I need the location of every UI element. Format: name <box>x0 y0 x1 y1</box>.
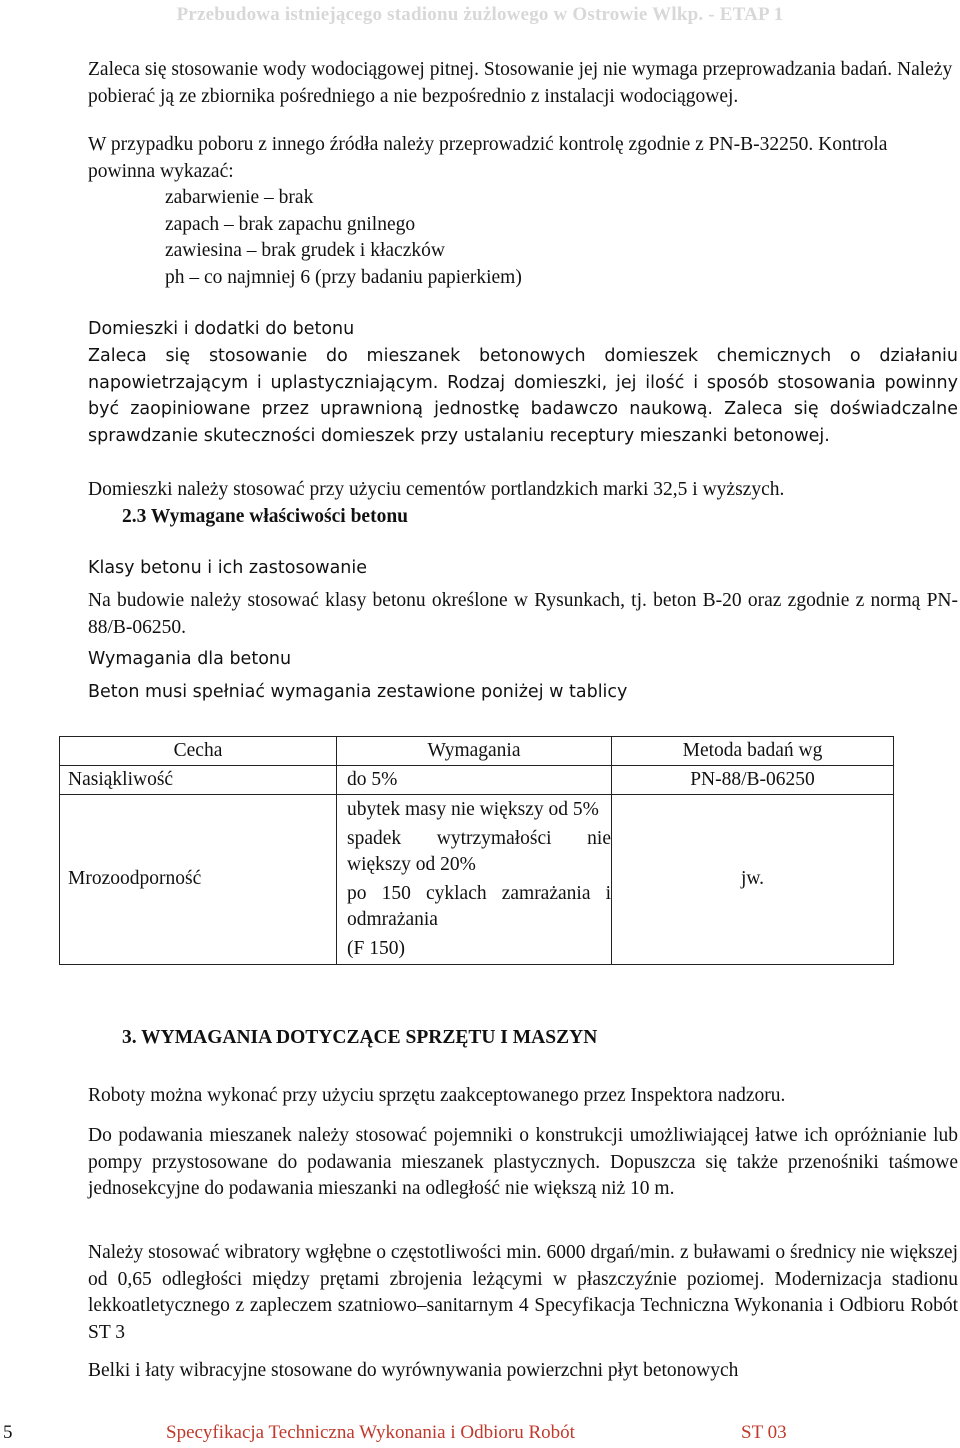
table-row <box>60 766 894 795</box>
page-number: 5 <box>3 1422 13 1443</box>
table-header-row <box>60 737 894 766</box>
footer-code: ST 03 <box>741 1422 787 1443</box>
header-feature: Cecha <box>60 737 337 766</box>
water-control-block <box>88 132 958 291</box>
concrete-classes-body: Na budowie należy stosować klasy betonu określone w Rysunkach, tj. beton B-20 oraz zgodnie z normą PN-88/B-06250. <box>88 590 958 638</box>
water-item-ph: ph – co najmniej 6 (przy badaniu papierkiem) <box>165 266 522 288</box>
cell-absorbency: Nasiąkliwość <box>60 766 337 795</box>
section-3-heading: 3. WYMAGANIA DOTYCZĄCE SPRZĘTU I MASZYN <box>122 1027 598 1048</box>
admixtures-body: Zaleca się stosowanie do mieszanek betonowych domieszek chemicznych o działaniu napowietrzającym i uplastyczniającym. Rodzaj domieszki, jej ilość i sposób stosowania powinny być zaopiniowane przez uprawnioną jednostkę badawczo naukową. Zaleca się doświadczalne sprawdzanie skuteczności domieszek przy ustalaniu receptury mieszanki betonowej. <box>88 346 958 446</box>
equipment-paragraph-2: Do podawania mieszanek należy stosować pojemniki o konstrukcji umożliwiającej łatwe ich opróżnianie lub pompy przystosowane do podawania mieszanek plastycznych. Dopuszcza się także przenośniki taśmowe jednosekcyjne do podawania mieszanki na odległość nie większą niż 10 m. <box>88 1125 958 1199</box>
table-row <box>60 795 894 965</box>
equipment-paragraph-3: Należy stosować wibratory wgłębne o częstotliwości min. 6000 drgań/min. z buławami o średnicy nie większej od 0,65 odległości między prętami zbrojenia leżącymi w płaszczyźnie poziomej. Modernizacja stadionu lekkoatletycznego z zapleczem szatniowo–sanitarnym 4 Specyfikacja Techniczna Wykonania i Odbioru Robót ST 3 <box>88 1242 958 1343</box>
admixtures-note: Domieszki należy stosować przy użyciu cementów portlandzkich marki 32,5 i wyższych. <box>88 479 785 500</box>
cell-frost-method: jw. <box>612 795 894 965</box>
frost-req-cycles: po 150 cyklach zamrażania i odmrażania <box>347 882 611 930</box>
requirements-table <box>59 736 894 965</box>
concrete-req-title: Wymagania dla betonu <box>88 649 292 669</box>
header-method: Metoda badań wg <box>612 737 894 766</box>
frost-req-class: (F 150) <box>347 937 405 959</box>
cell-absorbency-method: PN-88/B-06250 <box>612 766 894 795</box>
cell-absorbency-req: do 5% <box>337 766 612 795</box>
water-item-color: zabarwienie – brak <box>165 187 314 208</box>
water-item-suspension: zawiesina – brak grudek i kłaczków <box>165 240 445 261</box>
section-2-3-heading: 2.3 Wymagane właściwości betonu <box>122 506 409 527</box>
equipment-paragraph-1: Roboty można wykonać przy użyciu sprzętu zaakceptowanego przez Inspektora nadzoru. <box>88 1085 786 1106</box>
header-requirements: Wymagania <box>337 737 612 766</box>
water-paragraph-1: Zaleca się stosowanie wody wodociągowej pitnej. Stosowanie jej nie wymaga przeprowadzania badań. Należy pobierać ją ze zbiornika pośredniego a nie bezpośrednio z instalacji wodociągowej. <box>88 59 953 107</box>
footer-title: Specyfikacja Techniczna Wykonania i Odbioru Robót <box>166 1422 575 1443</box>
water-paragraph-2: W przypadku poboru z innego źródła należy przeprowadzić kontrolę zgodnie z PN-B-32250. Kontrola powinna wykazać: <box>88 134 888 182</box>
running-header: Przebudowa istniejącego stadionu żużlowego w Ostrowie Wlkp. - ETAP 1 <box>176 4 784 25</box>
equipment-paragraph-4: Belki i łaty wibracyjne stosowane do wyrównywania powierzchni płyt betonowych <box>88 1360 739 1381</box>
cell-frost: Mrozoodporność <box>60 795 337 965</box>
concrete-req-body: Beton musi spełniać wymagania zestawione poniżej w tablicy <box>88 682 628 702</box>
frost-req-strength: spadek wytrzymałości nie większy od 20% <box>347 827 611 875</box>
cell-frost-reqs <box>337 795 612 965</box>
concrete-classes-title: Klasy betonu i ich zastosowanie <box>88 558 368 578</box>
frost-req-mass: ubytek masy nie większy od 5% <box>347 799 599 820</box>
water-item-smell: zapach – brak zapachu gnilnego <box>165 213 416 235</box>
admixtures-title: Domieszki i dodatki do betonu <box>88 319 355 339</box>
